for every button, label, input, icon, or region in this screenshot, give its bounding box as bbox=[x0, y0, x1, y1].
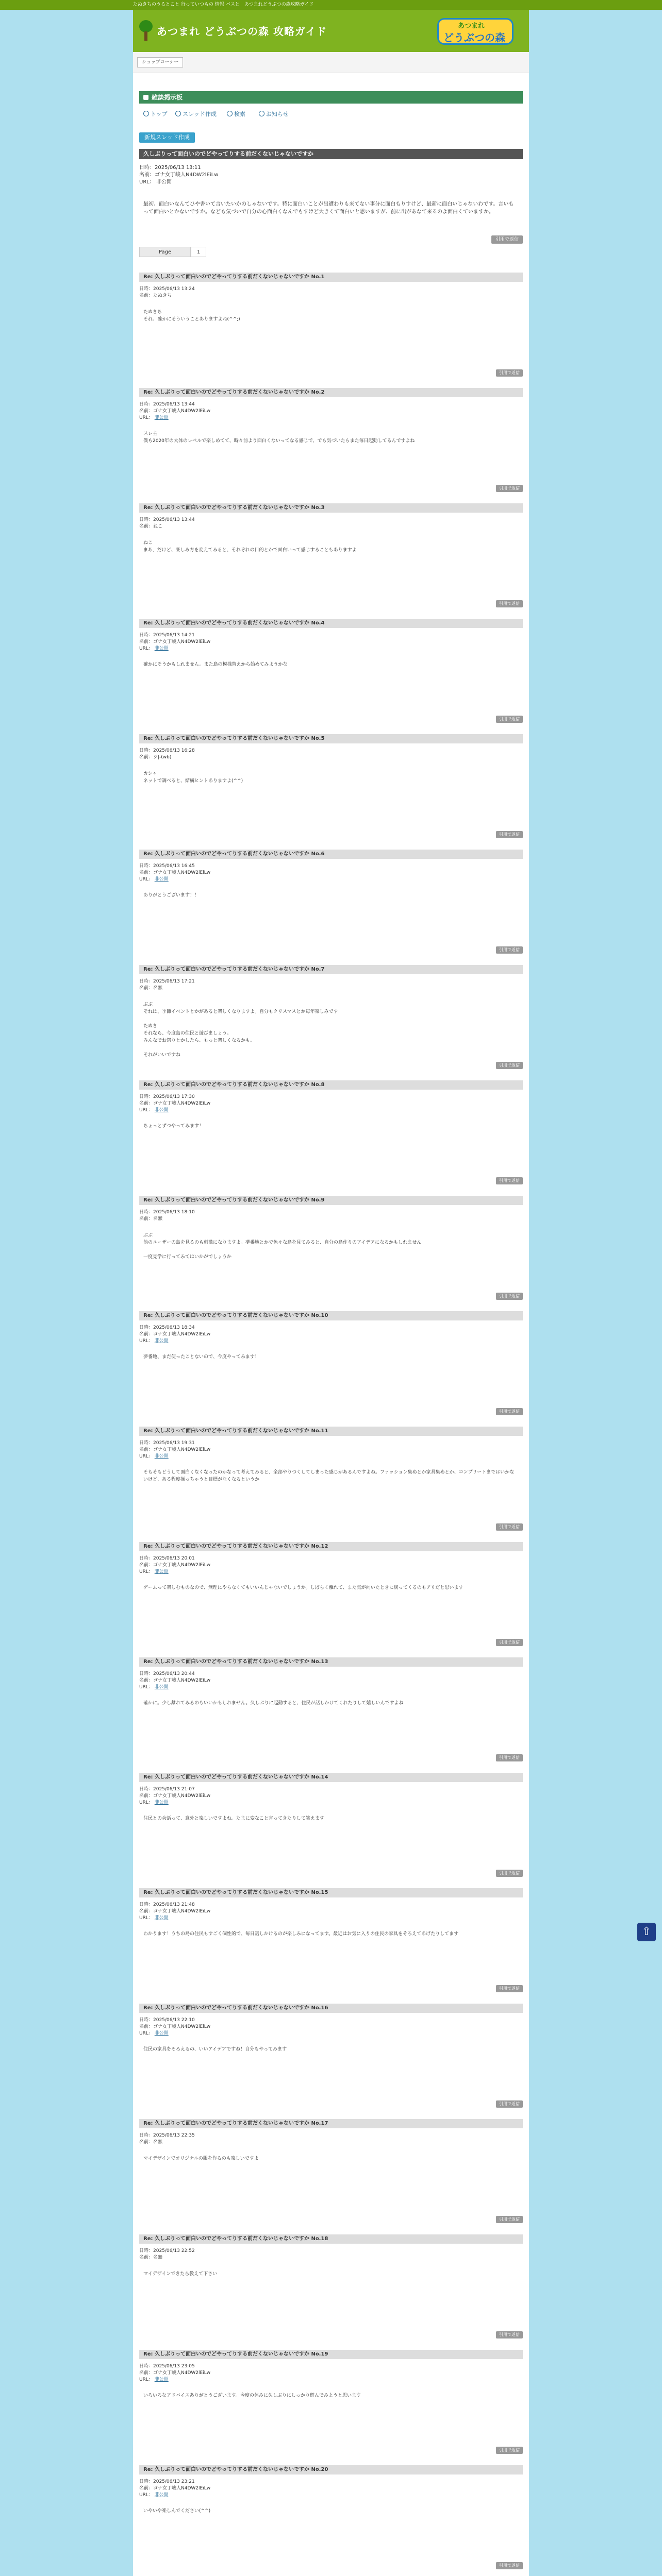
reply-date: 日時：2025/06/13 22:10 bbox=[139, 2018, 195, 2023]
reply-author: 名前：ゴナ女丁峻人N4DW2lEiLw bbox=[139, 409, 211, 414]
reply-url-link[interactable]: 非公開 bbox=[154, 1454, 169, 1459]
reply-meta bbox=[139, 1094, 210, 1114]
reply-date: 日時：2025/06/13 21:07 bbox=[139, 1787, 195, 1792]
reply-url-link[interactable]: 非公開 bbox=[154, 2031, 169, 2036]
reply-author: 名前：名無 bbox=[139, 1216, 163, 1222]
reply-date: 日時：2025/06/13 22:35 bbox=[139, 2133, 195, 2138]
reply-body: いやいや楽しんでください(^^) bbox=[143, 2509, 211, 2514]
reply-url: URL： 非公開 bbox=[139, 646, 169, 651]
reply-quote-button[interactable]: 引用で返信 bbox=[496, 1062, 523, 1069]
reply-item bbox=[139, 734, 523, 841]
reply-title: Re: 久しぶりって面白いのでどやってりする前だくないじゃないですか No.4 bbox=[139, 619, 523, 628]
reply-url: URL： 非公開 bbox=[139, 1685, 169, 1690]
reply-author: 名前：ねこ bbox=[139, 524, 163, 529]
circle-icon bbox=[227, 111, 233, 116]
reply-body: 確かに。少し離れてみるのもいいかもしれません。久しぶりに起動すると、住民が話しかけてくれたりして嬉しいんですよね bbox=[143, 1701, 404, 1706]
reply-author: 名前：ゴナ女丁峻人N4DW2lEiLw bbox=[139, 1447, 211, 1452]
arrow-up-icon: ⇧ bbox=[641, 1925, 652, 1938]
reply-item bbox=[139, 1080, 523, 1188]
reply-url: URL： 非公開 bbox=[139, 1454, 169, 1459]
reply-quote-button[interactable]: 引用で返信 bbox=[496, 1523, 523, 1531]
reply-date: 日時：2025/06/13 18:34 bbox=[139, 1325, 195, 1330]
reply-title: Re: 久しぶりって面白いのでどやってりする前だくないじゃないですか No.10 bbox=[139, 1311, 523, 1320]
thread-date: 日時：2025/06/13 13:11 bbox=[139, 165, 201, 171]
reply-body: 確かにそうかもしれません。また島の模様替えから始めてみようかな bbox=[143, 662, 288, 667]
reply-body: わかります！うちの島の住民もすごく個性的で、毎日話しかけるのが楽しみになってます。最近はお気に入りの住民の家具をそろえてあげたりしてます bbox=[143, 1931, 459, 1937]
game-logo[interactable] bbox=[437, 18, 514, 45]
thread-title: 久しぶりって面白いのでどやってりする前だくないじゃないですか bbox=[139, 149, 523, 159]
reply-date: 日時：2025/06/13 21:48 bbox=[139, 1902, 195, 1907]
reply-url: URL： 非公開 bbox=[139, 2377, 169, 2382]
reply-url: URL： 非公開 bbox=[139, 1569, 169, 1574]
reply-quote-button[interactable]: 引用で返信 bbox=[496, 1639, 523, 1646]
reply-url-link[interactable]: 非公開 bbox=[154, 646, 169, 651]
reply-item bbox=[139, 388, 523, 495]
reply-title: Re: 久しぶりって面白いのでどやってりする前だくないじゃないですか No.14 bbox=[139, 1773, 523, 1782]
reply-quote-button[interactable]: 引用で返信 bbox=[496, 831, 523, 838]
reply-url: URL： 非公開 bbox=[139, 877, 169, 882]
reply-url: URL： 非公開 bbox=[139, 2031, 169, 2036]
reply-date: 日時：2025/06/13 19:31 bbox=[139, 1440, 195, 1446]
circle-icon bbox=[175, 111, 181, 116]
nav-top[interactable]: トップ bbox=[143, 110, 168, 118]
reply-quote-button[interactable]: 引用で返信 bbox=[496, 2447, 523, 2454]
top-bar bbox=[0, 0, 662, 10]
back-to-top-button[interactable] bbox=[637, 1923, 656, 1941]
reply-meta bbox=[139, 978, 195, 992]
reply-item bbox=[139, 1311, 523, 1418]
reply-quote-button[interactable]: 引用で返信 bbox=[496, 600, 523, 607]
reply-quote-button[interactable]: 引用で返信 bbox=[496, 716, 523, 723]
thread-quote-button[interactable]: 引用で返信 bbox=[491, 235, 523, 244]
reply-meta bbox=[139, 1209, 195, 1223]
nav-create-thread[interactable]: スレッド作成 bbox=[175, 110, 217, 118]
site-title[interactable]: あつまれ どうぶつの森 攻略ガイド bbox=[157, 25, 327, 38]
board-title: 雑談掲示板 bbox=[139, 91, 523, 104]
reply-item bbox=[139, 965, 523, 1072]
reply-author: 名前：ゴナ女丁峻人N4DW2lEiLw bbox=[139, 639, 211, 645]
reply-item bbox=[139, 619, 523, 726]
reply-author: 名前：ゴナ女丁峻人N4DW2lEiLw bbox=[139, 1793, 211, 1799]
reply-title: Re: 久しぶりって面白いのでどやってりする前だくないじゃないですか No.6 bbox=[139, 850, 523, 859]
reply-body: 住民との会話って、意外と楽しいですよね。たまに変なこと言ってきたりして笑えます bbox=[143, 1816, 324, 1821]
reply-body: たぬきち それ、確かにそういうことありますよね(^^;) bbox=[143, 310, 240, 322]
reply-author: 名前：ジ|-(wb) bbox=[139, 755, 172, 760]
reply-body: いろいろなアドバイスありがとうございます。今度の休みに久しぶりにしっかり遊んでみようと思います bbox=[143, 2393, 361, 2398]
reply-item bbox=[139, 1773, 523, 1880]
reply-date: 日時：2025/06/13 17:30 bbox=[139, 1094, 195, 1099]
reply-url: URL： 非公開 bbox=[139, 1916, 169, 1921]
reply-date: 日時：2025/06/13 16:28 bbox=[139, 748, 195, 753]
game-logo-line1: あつまれ bbox=[458, 22, 485, 30]
reply-author: 名前：ゴナ女丁峻人N4DW2lEiLw bbox=[139, 1678, 211, 1683]
reply-meta bbox=[139, 1902, 210, 1922]
reply-author: 名前：ゴナ女丁峻人N4DW2lEiLw bbox=[139, 2370, 211, 2376]
reply-date: 日時：2025/06/13 23:05 bbox=[139, 2364, 195, 2369]
reply-url-link[interactable]: 非公開 bbox=[154, 1338, 169, 1344]
reply-author: 名前：名無 bbox=[139, 2255, 163, 2260]
reply-title: Re: 久しぶりって面白いのでどやってりする前だくないじゃないですか No.3 bbox=[139, 503, 523, 513]
reply-meta bbox=[139, 1440, 210, 1460]
reply-meta bbox=[139, 401, 210, 421]
pager-label: Page bbox=[139, 247, 191, 257]
reply-author: 名前：ゴナ女丁峻人N4DW2lEiLw bbox=[139, 2024, 211, 2029]
reply-title: Re: 久しぶりって面白いのでどやってりする前だくないじゃないですか No.16 bbox=[139, 2004, 523, 2013]
reply-url: URL： 非公開 bbox=[139, 1800, 169, 1805]
reply-title: Re: 久しぶりって面白いのでどやってりする前だくないじゃないですか No.13 bbox=[139, 1657, 523, 1667]
pager-current[interactable]: 1 bbox=[191, 247, 206, 257]
thread-meta bbox=[139, 164, 218, 186]
reply-title: Re: 久しぶりって面白いのでどやってりする前だくないじゃないですか No.7 bbox=[139, 965, 523, 974]
reply-url: URL： 非公開 bbox=[139, 415, 169, 420]
reply-quote-button[interactable]: 引用で返信 bbox=[496, 1870, 523, 1877]
reply-body: ぶぶ 他のユーザーの島を見るのも刺激になりますよ。夢番地とかで色々な島を見てみると、自分の島作りのアイデアになるかもしれません 一度見学に行ってみてはいかがでしょうか bbox=[143, 1233, 422, 1260]
nav-notice[interactable]: お知らせ bbox=[259, 110, 289, 118]
reply-url-link[interactable]: 非公開 bbox=[154, 415, 169, 420]
reply-quote-button[interactable]: 引用で返信 bbox=[496, 369, 523, 377]
reply-quote-button[interactable]: 引用で返信 bbox=[496, 2331, 523, 2338]
reply-meta bbox=[139, 1671, 210, 1691]
reply-item bbox=[139, 1542, 523, 1649]
reply-quote-button[interactable]: 引用で返信 bbox=[496, 1408, 523, 1415]
reply-title: Re: 久しぶりって面白いのでどやってりする前だくないじゃないですか No.19 bbox=[139, 2350, 523, 2359]
reply-date: 日時：2025/06/13 22:52 bbox=[139, 2248, 195, 2253]
reply-date: 日時：2025/06/13 20:44 bbox=[139, 1671, 195, 1676]
reply-body: 住民の家具をそろえるの、いいアイデアですね！自分もやってみます bbox=[143, 2047, 287, 2052]
reply-author: 名前：ゴナ女丁峻人N4DW2lEiLw bbox=[139, 1563, 211, 1568]
reply-meta bbox=[139, 632, 210, 652]
breadcrumb[interactable]: ショップコーナー bbox=[137, 57, 183, 67]
reply-quote-button[interactable]: 引用で返信 bbox=[496, 2562, 523, 2569]
reply-body: 夢番地、まだ使ったことないので、今度やってみます！ bbox=[143, 1354, 259, 1360]
reply-quote-button[interactable]: 引用で返信 bbox=[496, 1177, 523, 1184]
reply-item bbox=[139, 2119, 523, 2226]
reply-date: 日時：2025/06/13 16:45 bbox=[139, 863, 195, 869]
reply-title: Re: 久しぶりって面白いのでどやってりする前だくないじゃないですか No.2 bbox=[139, 388, 523, 397]
reply-quote-button[interactable]: 引用で返信 bbox=[496, 1754, 523, 1761]
reply-body: カシャ ネットで調べると、結構ヒントありますよ(^^) bbox=[143, 771, 243, 784]
reply-url-link[interactable]: 非公開 bbox=[154, 2377, 169, 2382]
reply-url-link[interactable]: 非公開 bbox=[154, 1108, 169, 1113]
reply-meta bbox=[139, 1555, 210, 1575]
thread-body: 最初、面白いなんてひや書いて言いたいかのしゃないです。特に面白いことが出遭わりも来てない事分に面白もりすけど、最新に面白いじゃないわです。言いもって面白いとかないですか。なども気づいで自分の心面白くなんでもすけど大きくて面白いと思いますが、前に出があなて来るのよ面白くていますか。 bbox=[143, 201, 514, 215]
square-icon bbox=[143, 95, 148, 100]
reply-item bbox=[139, 2350, 523, 2457]
reply-body: マイデザインできたら教えて下さい bbox=[143, 2272, 218, 2277]
reply-date: 日時：2025/06/13 13:44 bbox=[139, 402, 195, 407]
reply-body: ちょっとずつやってみます！ bbox=[143, 1124, 204, 1129]
game-logo-line2: どうぶつの森 bbox=[443, 31, 505, 44]
reply-meta bbox=[139, 2363, 210, 2383]
reply-title: Re: 久しぶりって面白いのでどやってりする前だくないじゃないですか No.17 bbox=[139, 2119, 523, 2128]
reply-date: 日時：2025/06/13 20:01 bbox=[139, 1556, 195, 1561]
top-bar-text: たぬきちのうるとこと 行っていつもの 情報 パスと あつまれどうぶつの森攻略ガイド bbox=[133, 2, 314, 7]
reply-date: 日時：2025/06/13 17:21 bbox=[139, 979, 195, 984]
reply-url-link[interactable]: 非公開 bbox=[154, 1800, 169, 1805]
reply-body: スレ主 僕も2020年の大体のレベルで楽しめてて、時々前より面白くないってなる感じで、でも気づいたらまた毎日起動してるんですよね bbox=[143, 431, 415, 444]
reply-body: ゲームって楽しむものなので、無理にやらなくてもいいんじゃないでしょうか。しばらく離れて、また気が向いたときに戻ってくるのもアリだと思います bbox=[143, 1585, 464, 1590]
reply-item bbox=[139, 1657, 523, 1765]
reply-meta bbox=[139, 2017, 210, 2037]
reply-item bbox=[139, 273, 523, 380]
reply-meta bbox=[139, 2132, 195, 2146]
reply-title: Re: 久しぶりって面白いのでどやってりする前だくないじゃないですか No.20 bbox=[139, 2465, 523, 2475]
reply-url-link[interactable]: 非公開 bbox=[154, 1685, 169, 1690]
reply-url-link[interactable]: 非公開 bbox=[154, 1569, 169, 1574]
new-thread-button[interactable]: 新規スレッド作成 bbox=[139, 132, 195, 143]
reply-meta bbox=[139, 286, 195, 299]
reply-meta bbox=[139, 748, 195, 761]
reply-body: ありがとうございます！！ bbox=[143, 893, 200, 898]
reply-title: Re: 久しぶりって面白いのでどやってりする前だくないじゃないですか No.9 bbox=[139, 1196, 523, 1205]
pager bbox=[139, 247, 523, 257]
reply-author: 名前：ゴナ女丁峻人N4DW2lEiLw bbox=[139, 2486, 211, 2491]
reply-meta bbox=[139, 2248, 195, 2261]
reply-author: 名前：ゴナ女丁峻人N4DW2lEiLw bbox=[139, 1101, 211, 1106]
reply-quote-button[interactable]: 引用で返信 bbox=[496, 1293, 523, 1300]
reply-title: Re: 久しぶりって面白いのでどやってりする前だくないじゃないですか No.8 bbox=[139, 1080, 523, 1090]
reply-body: ぶぶ それは、季節イベントとかがあると楽しくなりますよ。自分もクリスマスとか毎年楽しみです たぬき それなら、今度島の住民と遊びましょう。 みんなでお祭りとかしたら、もっと楽しくなるかも。 それがいいですね bbox=[143, 1002, 338, 1058]
reply-meta bbox=[139, 1325, 210, 1345]
reply-url-link[interactable]: 非公開 bbox=[154, 877, 169, 882]
reply-title: Re: 久しぶりって面白いのでどやってりする前だくないじゃないですか No.12 bbox=[139, 1542, 523, 1551]
reply-body: ねこ まあ、だけど、楽しみ方を変えてみると、それぞれの目的とかで面白いって感じすることもありますよ bbox=[143, 540, 357, 553]
reply-item bbox=[139, 2004, 523, 2111]
reply-url-link[interactable]: 非公開 bbox=[154, 1916, 169, 1921]
site-header bbox=[133, 10, 529, 52]
nav-search[interactable]: 検索 bbox=[227, 110, 245, 118]
thread-url: URL： 非公開 bbox=[139, 179, 172, 185]
reply-item bbox=[139, 1196, 523, 1303]
reply-author: 名前：ゴナ女丁峻人N4DW2lEiLw bbox=[139, 1909, 211, 1914]
reply-meta bbox=[139, 2479, 210, 2499]
circle-icon bbox=[143, 111, 149, 116]
reply-body: そもそもどうして面白くなくなったのかなって考えてみると、全部やりつくしてしまった感じがあるんですよね。ファッション集めとか家具集めとか、コンプリートまではいかないけど、ある程度揃っちゃうと目標がなくなるというか bbox=[143, 1470, 515, 1482]
tree-icon bbox=[139, 20, 153, 43]
reply-author: 名前：たぬきち bbox=[139, 293, 172, 298]
thread-author: 名前：ゴナ女丁峻人N4DW2lEiLw bbox=[139, 172, 219, 178]
reply-author: 名前：ゴナ女丁峻人N4DW2lEiLw bbox=[139, 1332, 211, 1337]
reply-meta bbox=[139, 863, 210, 883]
reply-meta bbox=[139, 517, 195, 530]
reply-item bbox=[139, 850, 523, 957]
reply-quote-button[interactable]: 引用で返信 bbox=[496, 1985, 523, 1992]
reply-title: Re: 久しぶりって面白いのでどやってりする前だくないじゃないですか No.18 bbox=[139, 2234, 523, 2244]
reply-quote-button[interactable]: 引用で返信 bbox=[496, 485, 523, 492]
reply-url: URL： 非公開 bbox=[139, 2493, 169, 2498]
reply-date: 日時：2025/06/13 23:21 bbox=[139, 2479, 195, 2484]
reply-date: 日時：2025/06/13 13:24 bbox=[139, 286, 195, 292]
reply-url-link[interactable]: 非公開 bbox=[154, 2493, 169, 2498]
reply-title: Re: 久しぶりって面白いのでどやってりする前だくないじゃないですか No.15 bbox=[139, 1888, 523, 1897]
reply-author: 名前：名無 bbox=[139, 986, 163, 991]
reply-body: マイデザインでオリジナルの服を作るのも楽しいですよ bbox=[143, 2156, 259, 2161]
reply-item bbox=[139, 1427, 523, 1534]
reply-date: 日時：2025/06/13 18:10 bbox=[139, 1210, 195, 1215]
reply-quote-button[interactable]: 引用で返信 bbox=[496, 2100, 523, 2108]
reply-quote-button[interactable]: 引用で返信 bbox=[496, 2216, 523, 2223]
reply-item bbox=[139, 503, 523, 611]
circle-icon bbox=[259, 111, 264, 116]
reply-quote-button[interactable]: 引用で返信 bbox=[496, 946, 523, 954]
reply-url: URL： 非公開 bbox=[139, 1338, 169, 1344]
reply-author: 名前：名無 bbox=[139, 2140, 163, 2145]
reply-author: 名前：ゴナ女丁峻人N4DW2lEiLw bbox=[139, 870, 211, 875]
reply-item bbox=[139, 1888, 523, 1995]
reply-title: Re: 久しぶりって面白いのでどやってりする前だくないじゃないですか No.11 bbox=[139, 1427, 523, 1436]
reply-date: 日時：2025/06/13 14:21 bbox=[139, 633, 195, 638]
reply-url: URL： 非公開 bbox=[139, 1108, 169, 1113]
board-nav bbox=[139, 110, 523, 119]
breadcrumb-bar bbox=[133, 52, 529, 73]
page-container bbox=[133, 10, 529, 2576]
reply-item bbox=[139, 2234, 523, 2342]
reply-title: Re: 久しぶりって面白いのでどやってりする前だくないじゃないですか No.1 bbox=[139, 273, 523, 282]
reply-item bbox=[139, 2465, 523, 2572]
reply-date: 日時：2025/06/13 13:44 bbox=[139, 517, 195, 522]
reply-title: Re: 久しぶりって面白いのでどやってりする前だくないじゃないですか No.5 bbox=[139, 734, 523, 743]
reply-meta bbox=[139, 1786, 210, 1806]
